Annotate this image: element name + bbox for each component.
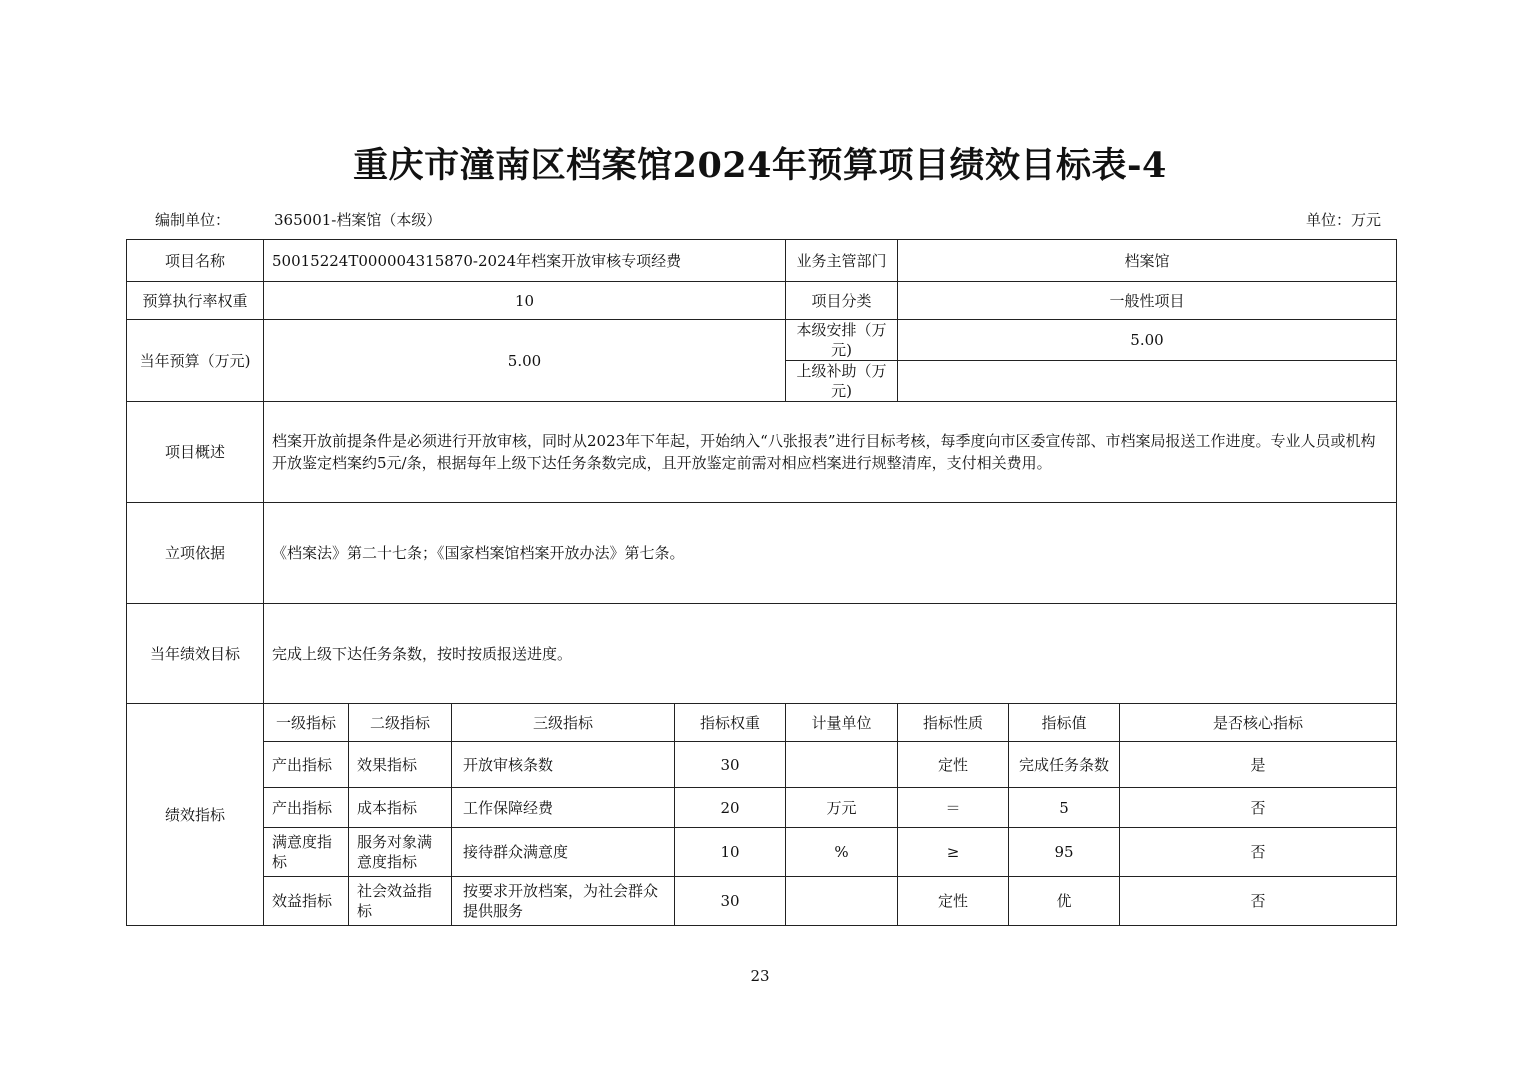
table-cell: ＝ xyxy=(898,788,1009,828)
column-header: 指标性质 xyxy=(898,704,1009,742)
table-cell: ≥ xyxy=(898,828,1009,877)
local-value: 5.00 xyxy=(898,320,1397,361)
page-title: 重庆市潼南区档案馆2024年预算项目绩效目标表-4 xyxy=(353,145,1167,186)
compiling-unit xyxy=(155,209,441,230)
table-row xyxy=(127,240,1397,282)
project-name-value: 50015224T000004315870-2024年档案开放审核专项经费 xyxy=(264,240,786,282)
column-header: 三级指标 xyxy=(452,704,675,742)
overview-text: 档案开放前提条件是必须进行开放审核，同时从2023年下年起，开始纳入“八张报表”进行目标考核，每季度向市区委宣传部、市档案局报送工作进度。专业人员或机构开放鉴定档案约5元/条，根据每年上级下达任务条数完成，且开放鉴定前需对相应档案进行规整清库，支付相关费用。 xyxy=(264,402,1397,503)
table-cell: 满意度指标 xyxy=(264,828,349,877)
compiling-unit-label: 编制单位： xyxy=(155,211,231,229)
table-cell: 成本指标 xyxy=(349,788,452,828)
weight-label: 预算执行率权重 xyxy=(127,282,264,320)
table-cell xyxy=(786,742,898,788)
table-cell: 产出指标 xyxy=(264,788,349,828)
table-cell: 定性 xyxy=(898,742,1009,788)
performance-target-table xyxy=(126,239,1397,926)
table-cell: 10 xyxy=(675,828,786,877)
column-header: 指标值 xyxy=(1009,704,1120,742)
goal-text: 完成上级下达任务条数，按时按质报送进度。 xyxy=(264,604,1397,704)
basis-text: 《档案法》第二十七条；《国家档案馆档案开放办法》第七条。 xyxy=(264,503,1397,604)
table-row xyxy=(127,877,1397,926)
category-value: 一般性项目 xyxy=(898,282,1397,320)
project-name-label: 项目名称 xyxy=(127,240,264,282)
table-row xyxy=(127,788,1397,828)
column-header: 计量单位 xyxy=(786,704,898,742)
table-cell: 30 xyxy=(675,877,786,926)
column-header: 指标权重 xyxy=(675,704,786,742)
table-cell: 接待群众满意度 xyxy=(452,828,675,877)
table-row xyxy=(127,828,1397,877)
dept-value: 档案馆 xyxy=(898,240,1397,282)
table-cell: 是 xyxy=(1120,742,1397,788)
table-cell: 效益指标 xyxy=(264,877,349,926)
perf-label: 绩效指标 xyxy=(127,704,264,926)
table-cell: 效果指标 xyxy=(349,742,452,788)
table-row xyxy=(127,742,1397,788)
table-cell: 否 xyxy=(1120,788,1397,828)
table-cell: 按要求开放档案，为社会群众提供服务 xyxy=(452,877,675,926)
overview-label: 项目概述 xyxy=(127,402,264,503)
indicator-header-row xyxy=(127,704,1397,742)
table-row xyxy=(127,402,1397,503)
table-row xyxy=(127,320,1397,361)
table-row xyxy=(127,503,1397,604)
column-header: 二级指标 xyxy=(349,704,452,742)
table-cell: 20 xyxy=(675,788,786,828)
basis-label: 立项依据 xyxy=(127,503,264,604)
table-cell: 否 xyxy=(1120,828,1397,877)
table-row xyxy=(127,282,1397,320)
table-cell: 优 xyxy=(1009,877,1120,926)
table-cell: 开放审核条数 xyxy=(452,742,675,788)
subsidy-value xyxy=(898,361,1397,402)
currency-unit: 单位：万元 xyxy=(1306,211,1382,229)
table-cell: % xyxy=(786,828,898,877)
table-cell: 30 xyxy=(675,742,786,788)
table-cell: 定性 xyxy=(898,877,1009,926)
page-number: 23 xyxy=(750,967,770,985)
table-cell: 完成任务条数 xyxy=(1009,742,1120,788)
table-cell: 产出指标 xyxy=(264,742,349,788)
table-cell: 95 xyxy=(1009,828,1120,877)
dept-label: 业务主管部门 xyxy=(786,240,898,282)
table-cell: 服务对象满意度指标 xyxy=(349,828,452,877)
column-header: 一级指标 xyxy=(264,704,349,742)
goal-label: 当年绩效目标 xyxy=(127,604,264,704)
local-label: 本级安排（万元) xyxy=(786,320,898,361)
column-header: 是否核心指标 xyxy=(1120,704,1397,742)
subsidy-label: 上级补助（万元) xyxy=(786,361,898,402)
category-label: 项目分类 xyxy=(786,282,898,320)
weight-value: 10 xyxy=(264,282,786,320)
table-cell: 万元 xyxy=(786,788,898,828)
table-row xyxy=(127,604,1397,704)
table-cell: 5 xyxy=(1009,788,1120,828)
budget-label: 当年预算（万元) xyxy=(127,320,264,402)
table-cell: 工作保障经费 xyxy=(452,788,675,828)
table-cell xyxy=(786,877,898,926)
compiling-unit-value: 365001-档案馆（本级） xyxy=(274,211,442,229)
budget-value: 5.00 xyxy=(264,320,786,402)
table-cell: 否 xyxy=(1120,877,1397,926)
table-cell: 社会效益指标 xyxy=(349,877,452,926)
